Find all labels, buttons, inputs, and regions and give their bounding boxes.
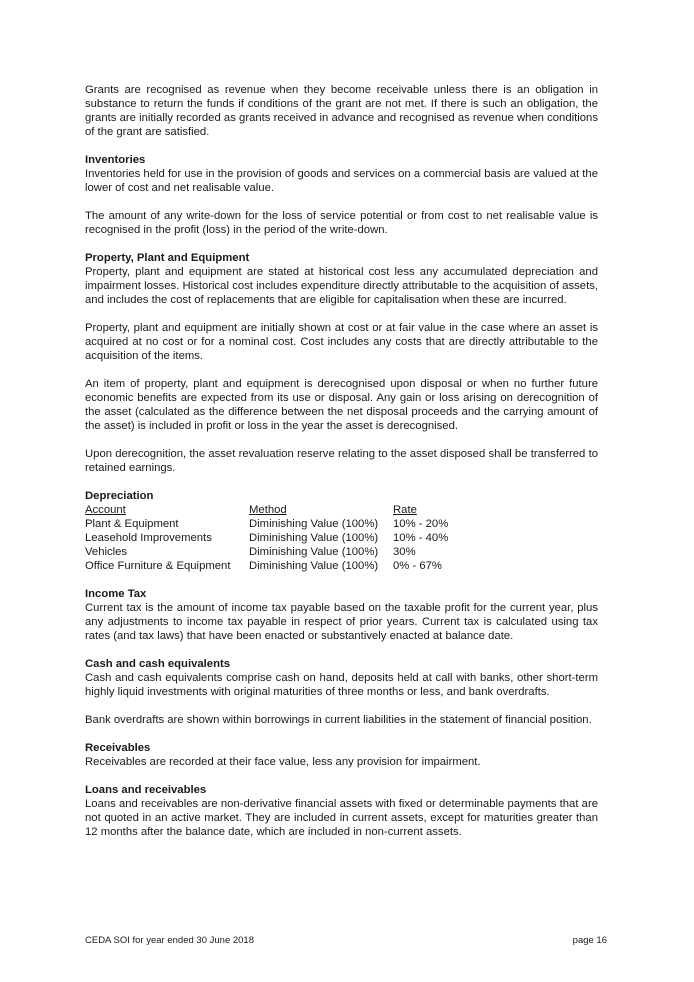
method-cell: Diminishing Value (100%) xyxy=(249,518,379,530)
ppe-paragraph-1: Property, plant and equipment are stated at historical cost less any accumulated depreciation and impairment losses. Historical cost includes expenditure directly attributable to the acquisition of assets, and includes the cost of replacements that are eligible for capitalisation when these are incurred. xyxy=(85,266,598,306)
account-cell: Vehicles xyxy=(85,546,128,558)
account-cell: Leasehold Improvements xyxy=(85,532,212,544)
loans-paragraph: Loans and receivables are non-derivative financial assets with fixed or determinable payments that are not quoted in an active market. They are included in current assets, except for maturities greater than 12 months after the balance date, which are included in non-current assets. xyxy=(85,798,598,838)
receivables-paragraph: Receivables are recorded at their face value, less any provision for impairment. xyxy=(85,756,481,768)
account-cell: Plant & Equipment xyxy=(85,518,179,530)
cash-section xyxy=(85,657,598,727)
table-row xyxy=(85,531,448,545)
ppe-paragraph-2: Property, plant and equipment are initially shown at cost or at fair value in the case where an asset is acquired at no cost or for a nominal cost. Cost includes any costs that are directly attributable to the acquisition of the items. xyxy=(85,322,598,362)
column-header-account: Account xyxy=(85,504,126,516)
loans-section xyxy=(85,783,598,839)
depreciation-section xyxy=(85,489,598,573)
method-cell: Diminishing Value (100%) xyxy=(249,560,379,572)
footer-page-number: page 16 xyxy=(572,935,607,946)
column-header-rate: Rate xyxy=(393,504,417,516)
ppe-paragraph-4: Upon derecognition, the asset revaluation reserve relating to the asset disposed shall be transferred to retained earnings. xyxy=(85,448,598,474)
cash-paragraph-1: Cash and cash equivalents comprise cash on hand, deposits held at call with banks, other short-term highly liquid investments with original maturities of three months or less, and bank overdrafts. xyxy=(85,672,598,698)
depreciation-heading: Depreciation xyxy=(85,490,154,502)
income-tax-paragraph: Current tax is the amount of income tax payable based on the taxable profit for the current year, plus any adjustments to income tax payable in respect of prior years. Current tax is calculated using tax rates (and tax laws) that have been enacted or substantively enacted at balance date. xyxy=(85,602,598,642)
inventories-section xyxy=(85,153,598,237)
grants-section xyxy=(85,83,598,139)
income-tax-section xyxy=(85,587,598,643)
ppe-heading: Property, Plant and Equipment xyxy=(85,252,250,264)
cash-paragraph-2: Bank overdrafts are shown within borrowings in current liabilities in the statement of financial position. xyxy=(85,714,592,726)
rate-cell: 30% xyxy=(393,546,416,558)
method-cell: Diminishing Value (100%) xyxy=(249,532,379,544)
account-cell: Office Furniture & Equipment xyxy=(85,560,231,572)
depreciation-header-row xyxy=(85,503,448,517)
table-row xyxy=(85,517,448,531)
income-tax-heading: Income Tax xyxy=(85,588,147,600)
cash-heading: Cash and cash equivalents xyxy=(85,658,231,670)
table-row xyxy=(85,559,448,573)
inventories-paragraph-2: The amount of any write-down for the loss of service potential or from cost to net realisable value is recognised in the profit (loss) in the period of the write-down. xyxy=(85,210,598,236)
rate-cell: 0% - 67% xyxy=(393,560,442,572)
receivables-heading: Receivables xyxy=(85,742,151,754)
ppe-section xyxy=(85,251,598,475)
grants-paragraph: Grants are recognised as revenue when they become receivable unless there is an obligation in substance to return the funds if conditions of the grant are not met. If there is such an obligation, the grants are initially recorded as grants received in advance and recognised as revenue when conditions of the grant are satisfied. xyxy=(85,84,598,138)
receivables-section xyxy=(85,741,598,769)
ppe-paragraph-3: An item of property, plant and equipment is derecognised upon disposal or when no further future economic benefits are expected from its use or disposal. Any gain or loss arising on derecognition of the asset (calculated as the difference between the net disposal proceeds and the carrying amount of the asset) is included in profit or loss in the year the asset is derecognised. xyxy=(85,378,598,432)
document-page xyxy=(85,83,598,853)
method-cell: Diminishing Value (100%) xyxy=(249,546,379,558)
footer-document-title: CEDA SOI for year ended 30 June 2018 xyxy=(85,935,254,946)
rate-cell: 10% - 20% xyxy=(393,518,449,530)
inventories-heading: Inventories xyxy=(85,154,146,166)
table-row xyxy=(85,545,448,559)
depreciation-table xyxy=(85,503,448,573)
inventories-paragraph-1: Inventories held for use in the provision of goods and services on a commercial basis are valued at the lower of cost and net realisable value. xyxy=(85,168,598,194)
rate-cell: 10% - 40% xyxy=(393,532,449,544)
column-header-method: Method xyxy=(249,504,287,516)
loans-heading: Loans and receivables xyxy=(85,784,207,796)
